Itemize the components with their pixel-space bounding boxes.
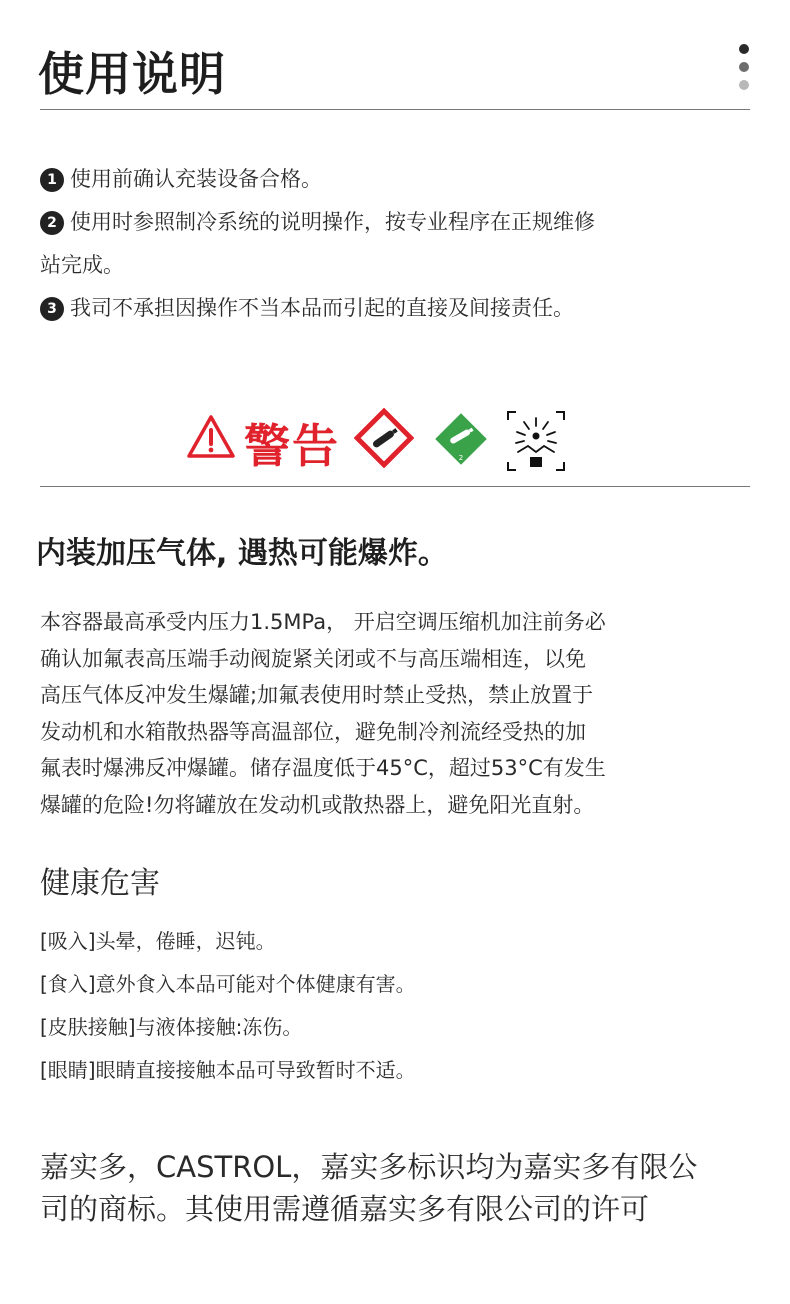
page-title: 使用说明 xyxy=(38,47,226,101)
trademark-line: 嘉实多，CASTROL，嘉实多标识均为嘉实多有限公 xyxy=(40,1150,698,1184)
usage-item-3 xyxy=(40,287,752,330)
warning-triangle-icon xyxy=(186,414,236,460)
hazard-heading: 内装加压气体, 遇热可能爆炸。 xyxy=(36,536,448,571)
header-divider xyxy=(40,109,750,110)
paragraph-line: 氟表时爆沸反冲爆罐。储存温度低于45°C，超过53°C有发生 xyxy=(40,756,606,780)
usage-item-1 xyxy=(40,158,752,201)
usage-item-text: 站完成。 xyxy=(40,253,124,277)
usage-item-2 xyxy=(40,201,752,244)
paragraph-line: 发动机和水箱散热器等高温部位，避免制冷剂流经受热的加 xyxy=(40,719,586,744)
usage-item-text: 我司不承担因操作不当本品而引起的直接及间接责任。 xyxy=(70,296,574,320)
trademark-line: 司的商标。其使用需遵循嘉实多有限公司的许可 xyxy=(40,1192,650,1226)
warning-label: 警告 xyxy=(244,419,340,473)
paragraph-line: 确认加氟表高压端手动阀旋紧关闭或不与高压端相连，以免 xyxy=(40,646,586,671)
ghs-gas-cylinder-icon xyxy=(354,408,414,468)
paragraph-line: 本容器最高承受内压力1.5MPa， 开启空调压缩机加注前务必 xyxy=(40,610,606,634)
health-item: [吸入]头晕，倦睡，迟钝。 xyxy=(40,929,276,953)
compressed-gas-class-2-icon xyxy=(432,410,490,468)
hazard-paragraph xyxy=(40,604,752,823)
health-item: [皮肤接触]与液体接触:冻伤。 xyxy=(40,1015,303,1039)
health-item: [食入]意外食入本品可能对个体健康有害。 xyxy=(40,972,416,996)
paragraph-line: 爆罐的危险!勿将罐放在发动机或散热器上，避免阳光直射。 xyxy=(40,792,595,817)
more-vertical-icon[interactable] xyxy=(736,44,752,92)
warning-banner xyxy=(186,406,576,472)
heat-exposure-icon xyxy=(506,410,566,472)
usage-item-text: 使用时参照制冷系统的说明操作，按专业程序在正规维修 xyxy=(70,210,595,234)
trademark-notice xyxy=(40,1146,752,1230)
number-badge: 2 xyxy=(40,211,64,235)
section-divider xyxy=(40,486,750,487)
health-heading: 健康危害 xyxy=(40,866,160,901)
paragraph-line: 高压气体反冲发生爆罐;加氟表使用时禁止受热，禁止放置于 xyxy=(40,683,594,707)
usage-list xyxy=(40,158,752,330)
number-badge: 1 xyxy=(40,168,64,192)
number-badge: 3 xyxy=(40,297,64,321)
health-list xyxy=(40,920,752,1092)
usage-item-text: 使用前确认充装设备合格。 xyxy=(70,167,322,191)
class-number: 2 xyxy=(458,454,464,462)
health-item: [眼睛]眼睛直接接触本品可导致暂时不适。 xyxy=(40,1058,416,1082)
usage-item-2-continued xyxy=(40,244,752,287)
